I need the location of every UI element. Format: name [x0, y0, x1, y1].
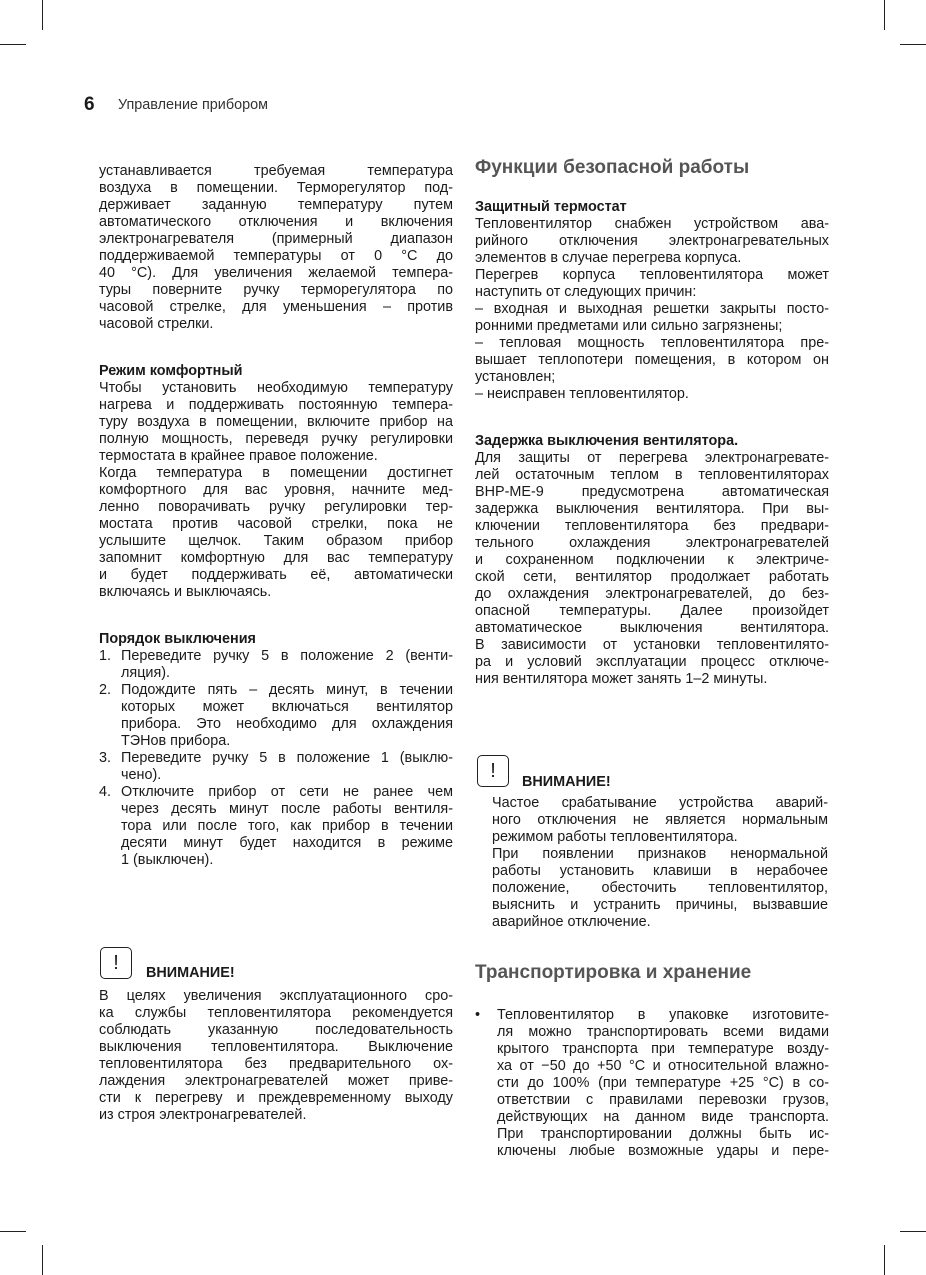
transport-bullet-item — [475, 1007, 829, 1160]
text-line: туру воздуха в помещении, включите прибор на — [99, 414, 453, 430]
text-line: поддерживаемой температуры от 0 °С до — [99, 248, 453, 264]
text-line: лей остаточным теплом в тепловентиляторах — [475, 467, 829, 483]
fan-delay-paragraph — [475, 450, 829, 688]
text-line: – входная и выходная решетки закрыты посто- — [475, 301, 829, 317]
thermostat-paragraph — [475, 335, 829, 386]
text-line: Отключите прибор от сети не ранее чем — [121, 784, 453, 800]
text-line: часовой стрелке, для уменьшения – против — [99, 299, 453, 315]
left-warning-text — [99, 988, 453, 1124]
text-line: Подождите пять – десять минут, в течении — [121, 682, 453, 698]
text-line: которых может включаться вентилятор — [121, 699, 453, 715]
text-line: ответствии с правилами перевозки грузов, — [497, 1092, 829, 1108]
text-line: и будет поддерживать её, автоматически — [99, 567, 453, 583]
text-line: выяснить и устранить причины, вызвавшие — [492, 897, 828, 913]
right-warning-text — [492, 795, 828, 931]
text-line: Тепловентилятор снабжен устройством ава- — [475, 216, 829, 232]
text-line: рийного отключения электронагревательных — [475, 233, 829, 249]
shutdown-step — [99, 784, 453, 869]
text-line: тора или после того, как прибор в течении — [121, 818, 453, 834]
text-line: – тепловая мощность тепловентилятора пре- — [475, 335, 829, 351]
text-line: нагрева и поддерживать постоянную темпера- — [99, 397, 453, 413]
step-number: 1. — [99, 648, 112, 664]
text-line: Перегрев корпуса тепловентилятора может — [475, 267, 829, 283]
thermostat-heading: Защитный термостат — [475, 199, 627, 215]
text-line: 1 (выключен). — [121, 852, 214, 868]
comfort-paragraph — [99, 465, 453, 601]
right-column — [475, 199, 829, 688]
text-line: комфортного для вас уровня, начните мед- — [99, 482, 453, 498]
warning-paragraph — [492, 846, 828, 931]
text-line: тепловентилятора без предварительного ох- — [99, 1056, 453, 1072]
thermostat-paragraph — [475, 267, 829, 301]
text-line: Тепловентилятор в упаковке изготовите- — [497, 1007, 829, 1023]
text-line: автоматическое выключения вентилятора. — [475, 620, 829, 636]
text-line: услышите щелчок. Таким образом прибор — [99, 533, 453, 549]
text-line: установлен; — [475, 369, 556, 385]
text-line: тельного охлаждения электронагревателей — [475, 535, 829, 551]
text-line: сти к перегреву и преждевременному выходу — [99, 1090, 453, 1106]
text-line: ра и условий эксплуатации процесс отключе- — [475, 654, 829, 670]
text-line: задержка выключения вентилятора. При вы- — [475, 501, 829, 517]
text-line: При транспортировании должны быть ис- — [497, 1126, 829, 1142]
text-line: и сохраненном подключении к электриче- — [475, 552, 829, 568]
text-line: опасной температуры. Далее произойдет — [475, 603, 829, 619]
warning-title: ВНИМАНИЕ! — [146, 965, 235, 981]
text-line: Чтобы установить необходимую температуру — [99, 380, 453, 396]
text-line: электронагревателя (примерный диапазон — [99, 231, 453, 247]
text-line: часовой стрелки. — [99, 316, 214, 332]
text-line: чено). — [121, 767, 162, 783]
text-line: В целях увеличения эксплуатационного сро- — [99, 988, 453, 1004]
warning-icon: ! — [100, 947, 132, 979]
text-line: ка службы тепловентилятора рекомендуется — [99, 1005, 453, 1021]
text-line: включаясь и выключаясь. — [99, 584, 272, 600]
text-line: устанавливается требуемая температура — [99, 163, 453, 179]
shutdown-step — [99, 682, 453, 750]
text-line: При появлении признаков ненормальной — [492, 846, 828, 862]
text-line: автоматического отключения и включения — [99, 214, 453, 230]
text-line: Переведите ручку 5 в положение 1 (выклю- — [121, 750, 453, 766]
text-line: выключения тепловентилятора. Выключение — [99, 1039, 453, 1055]
text-line: мостата против часовой стрелки, пока не — [99, 516, 453, 532]
thermostat-paragraph — [475, 386, 829, 403]
text-line: полную мощность, переведя ручку регулировки — [99, 431, 453, 447]
text-line: ской сети, вентилятор продолжает работать — [475, 569, 829, 585]
text-line: из строя электронагревателей. — [99, 1107, 307, 1123]
text-line: ВНР-МЕ-9 предусмотрена автоматическая — [475, 484, 829, 500]
text-line: режимом работы тепловентилятора. — [492, 829, 738, 845]
text-line: положение, обесточить тепловентилятор, — [492, 880, 828, 896]
transport-section — [475, 1007, 829, 1160]
text-line: держивает заданную температуру путем — [99, 197, 453, 213]
text-line: аварийное отключение. — [492, 914, 651, 930]
text-line: воздуха в помещении. Терморегулятор под- — [99, 180, 453, 196]
text-line: до охлаждения электронагревателей, до без- — [475, 586, 829, 602]
text-line: десяти минут будет находится в режиме — [121, 835, 453, 851]
text-line: наступить от следующих причин: — [475, 284, 697, 300]
shutdown-heading: Порядок выключения — [99, 631, 256, 647]
text-line: лаждения электронагревателей может приве- — [99, 1073, 453, 1089]
step-number: 4. — [99, 784, 112, 800]
bullet: • — [475, 1007, 481, 1023]
comfort-paragraph — [99, 380, 453, 465]
crop-mark — [884, 1245, 885, 1275]
text-line: ронними предметами или сильно загрязнены; — [475, 318, 783, 334]
warning-paragraph — [99, 988, 453, 1124]
text-line: Переведите ручку 5 в положение 2 (венти- — [121, 648, 453, 664]
text-line: крытого транспорта при температуре возду- — [497, 1041, 829, 1057]
text-line: ключены любые возможные удары и пере- — [497, 1143, 829, 1159]
text-line: туры поверните ручку терморегулятора по — [99, 282, 453, 298]
text-line: 40 °С). Для увеличения желаемой темпера- — [99, 265, 453, 281]
text-line: прибора. Это необходимо для охлаждения — [121, 716, 453, 732]
text-line: соблюдать указанную последовательность — [99, 1022, 453, 1038]
comfort-mode-heading: Режим комфортный — [99, 363, 243, 379]
shutdown-step — [99, 648, 453, 682]
thermostat-paragraph — [475, 301, 829, 335]
text-line: ля можно транспортировать всеми видами — [497, 1024, 829, 1040]
text-line: В зависимости от установки тепловентилято- — [475, 637, 829, 653]
text-line: ха от −50 до +50 °С и относительной влажно- — [497, 1058, 829, 1074]
crop-mark — [0, 1231, 26, 1232]
text-line: сти до 100% (при температуре +25 °С) в со- — [497, 1075, 829, 1091]
text-line: работы установить клавиши в нерабочее — [492, 863, 828, 879]
crop-mark — [0, 44, 26, 45]
text-line: вышает теплопотери помещения, в котором он — [475, 352, 829, 368]
text-line: ТЭНов прибора. — [121, 733, 231, 749]
crop-mark — [900, 44, 926, 45]
crop-mark — [42, 0, 43, 30]
fan-delay-heading: Задержка выключения вентилятора. — [475, 433, 739, 449]
text-line: ляция). — [121, 665, 171, 681]
text-line: Частое срабатывание устройства аварий- — [492, 795, 828, 811]
text-line: – неисправен тепловентилятор. — [475, 386, 689, 402]
page-number: 6 — [84, 94, 95, 115]
text-line: действующих на данном виде транспорта. — [497, 1109, 829, 1125]
thermostat-paragraph — [475, 216, 829, 267]
crop-mark — [900, 1231, 926, 1232]
text-line: термостата в крайнее правое положение. — [99, 448, 378, 464]
crop-mark — [42, 1245, 43, 1275]
text-line: Когда температура в помещении достигнет — [99, 465, 453, 481]
text-line: через десять минут после работы вентиля- — [121, 801, 453, 817]
transport-heading: Транспортировка и хранение — [475, 962, 752, 983]
step-number: 2. — [99, 682, 112, 698]
crop-mark — [884, 0, 885, 30]
warning-title: ВНИМАНИЕ! — [522, 774, 611, 790]
text-line: ленно поворачивать ручку регулировки тер- — [99, 499, 453, 515]
safety-functions-heading: Функции безопасной работы — [475, 157, 750, 178]
transport-paragraph — [497, 1007, 829, 1160]
text-line: ния вентилятора может занять 1–2 минуты. — [475, 671, 768, 687]
warning-icon: ! — [477, 755, 509, 787]
warning-paragraph — [492, 795, 828, 846]
running-header: Управление прибором — [118, 97, 268, 113]
text-line: запомнит комфортную для вас температуру — [99, 550, 453, 566]
shutdown-step — [99, 750, 453, 784]
step-number: 3. — [99, 750, 112, 766]
text-line: ключении тепловентилятора без предвари- — [475, 518, 829, 534]
shutdown-steps-list — [99, 648, 453, 869]
intro-paragraph — [99, 163, 453, 333]
text-line: Для защиты от перегрева электронагревате- — [475, 450, 829, 466]
left-column — [99, 163, 453, 869]
text-line: элементов в случае перегрева корпуса. — [475, 250, 742, 266]
text-line: ного отключения не является нормальным — [492, 812, 828, 828]
